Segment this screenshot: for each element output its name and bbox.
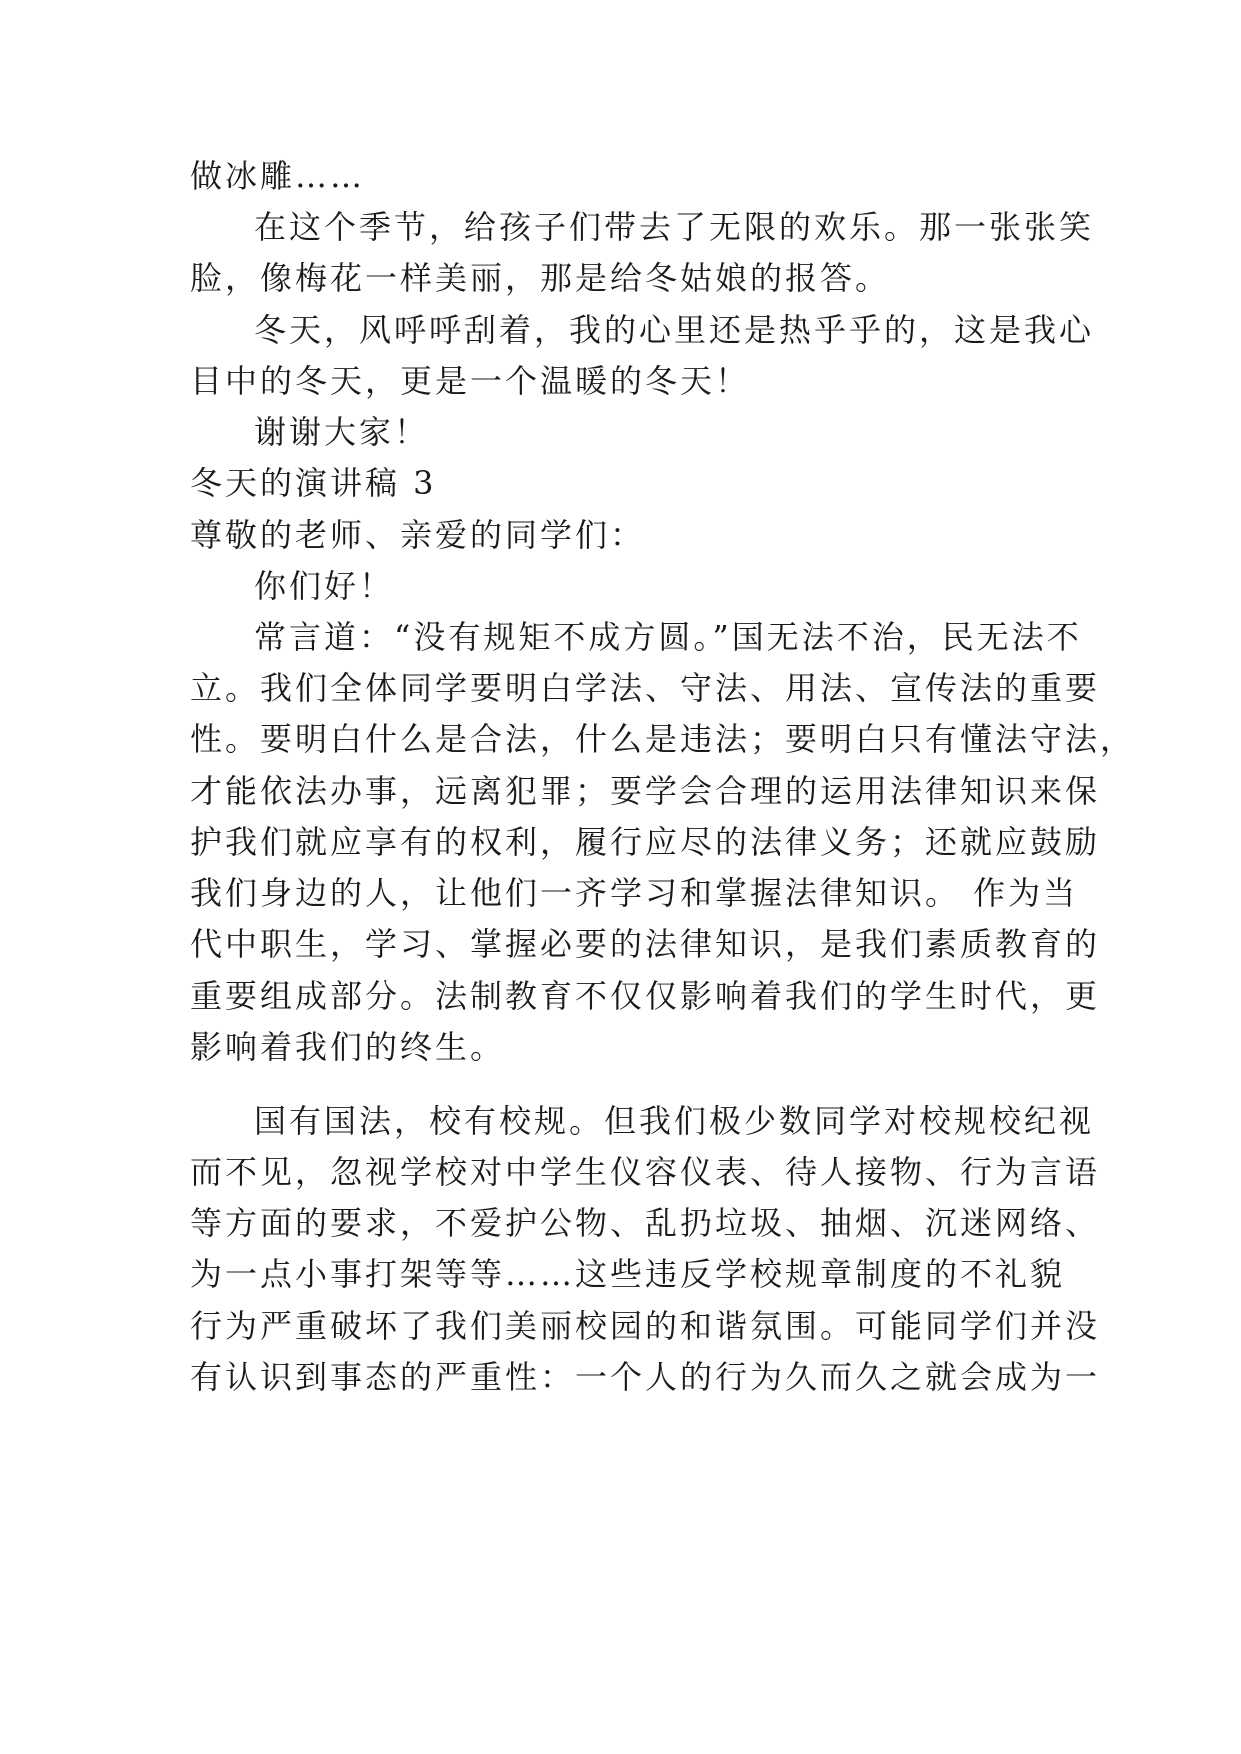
text-line: 立。我们全体同学要明白学法、守法、用法、宣传法的重要: [190, 669, 1101, 707]
text-line: 性。要明白什么是合法，什么是违法；要明白只有懂法守法，: [190, 720, 1136, 758]
text-line: 国有国法，校有校规。但我们极少数同学对校规校纪视: [254, 1102, 1095, 1140]
text-line: 脸，像梅花一样美丽，那是给冬姑娘的报答。: [190, 259, 891, 297]
greeting: 你们好！: [254, 567, 395, 605]
text-line: 常言道：“没有规矩不成方圆。”国无法不治，民无法不: [254, 618, 1082, 656]
text-line: 为一点小事打架等等……这些违反学校规章制度的不礼貌: [190, 1255, 1066, 1293]
text-line: 有认识到事态的严重性：一个人的行为久而久之就会成为一: [190, 1358, 1101, 1396]
text-line: 谢谢大家！: [254, 413, 430, 451]
section-heading: 冬天的演讲稿 3: [190, 464, 437, 502]
text-line: 而不见，忽视学校对中学生仪容仪表、待人接物、行为言语: [190, 1153, 1101, 1191]
text-line: 护我们就应享有的权利，履行应尽的法律义务；还就应鼓励: [190, 823, 1101, 861]
text-line: 代中职生，学习、掌握必要的法律知识，是我们素质教育的: [190, 925, 1101, 963]
text-line: 做冰雕……: [190, 157, 366, 195]
text-line: 行为严重破坏了我们美丽校园的和谐氛围。可能同学们并没: [190, 1307, 1101, 1345]
text-line: 才能依法办事，远离犯罪；要学会合理的运用法律知识来保: [190, 772, 1101, 810]
text-line: 在这个季节，给孩子们带去了无限的欢乐。那一张张笑: [254, 208, 1095, 246]
text-line: 等方面的要求，不爱护公物、乱扔垃圾、抽烟、沉迷网络、: [190, 1204, 1101, 1242]
salutation: 尊敬的老师、亲爱的同学们：: [190, 516, 646, 554]
text-line: 目中的冬天，更是一个温暖的冬天！: [190, 362, 751, 400]
text-line: 影响着我们的终生。: [190, 1028, 506, 1066]
text-line: 重要组成部分。法制教育不仅仅影响着我们的学生时代，更: [190, 977, 1101, 1015]
text-line: 我们身边的人，让他们一齐学习和掌握法律知识。 作为当: [190, 874, 1079, 912]
text-line: 冬天，风呼呼刮着，我的心里还是热乎乎的，这是我心: [254, 311, 1095, 349]
